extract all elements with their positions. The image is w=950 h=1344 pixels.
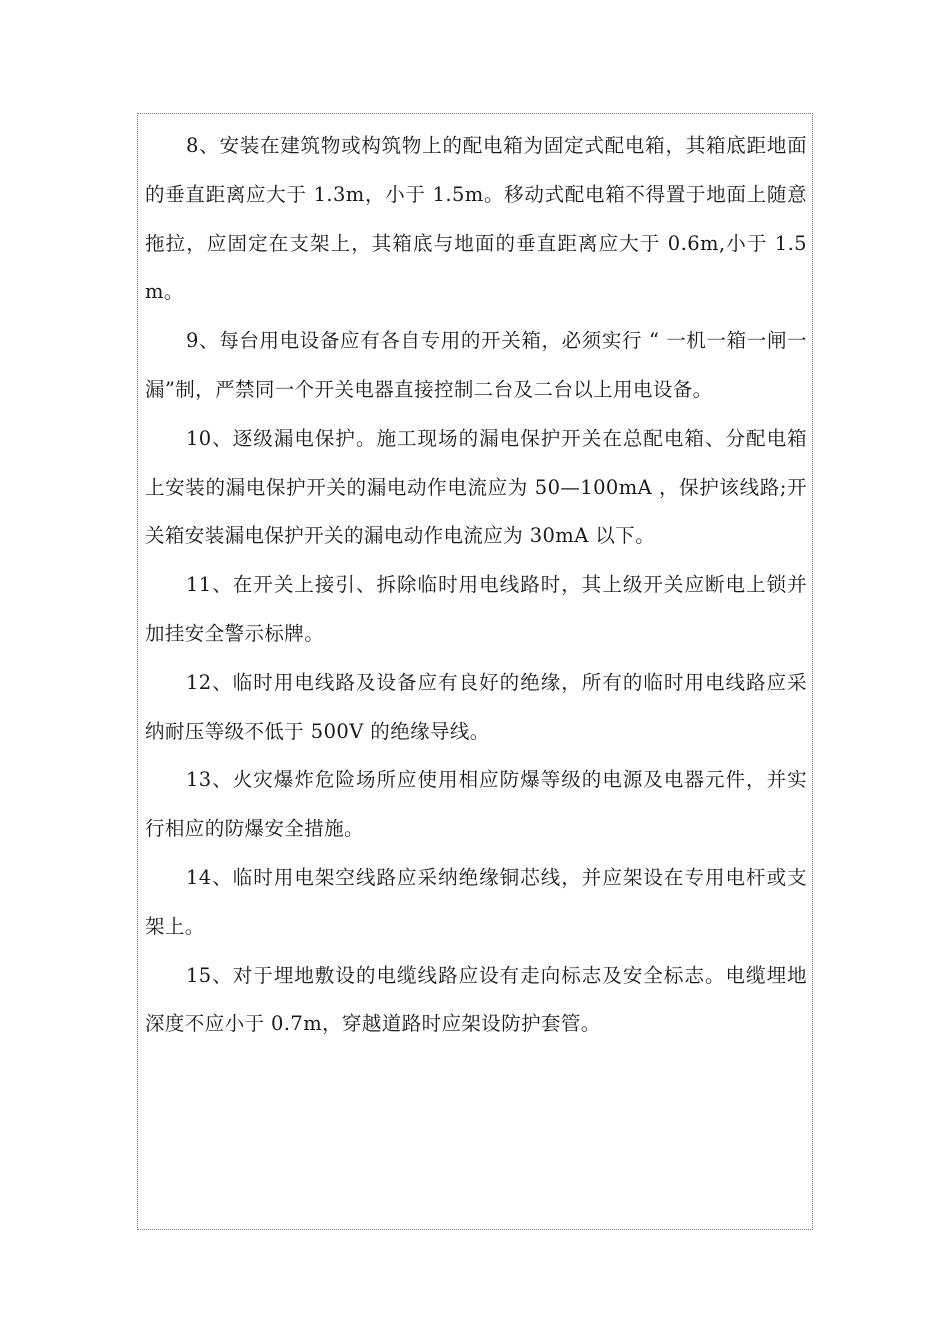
paragraph-item-9: 9、每台用电设备应有各自专用的开关箱，必须实行 “ 一机一箱一闸一漏”制，严禁同一个开关电器直接控制二台及二台以上用电设备。 [145, 329, 807, 401]
paragraph-item-11: 11、在开关上接引、拆除临时用电线路时，其上级开关应断电上锁并加挂安全警示标牌。 [145, 573, 807, 645]
document-body [145, 122, 807, 1049]
paragraph-item-8: 8、安装在建筑物或构筑物上的配电箱为固定式配电箱，其箱底距地面的垂直距离应大于 1.3m，小于 1.5m。移动式配电箱不得置于地面上随意拖拉，应固定在支架上，其箱底与地面的垂直距离应大于 0.6m,小于 1.5m。 [145, 134, 807, 304]
paragraph-item-12: 12、临时用电线路及设备应有良好的绝缘，所有的临时用电线路应采纳耐压等级不低于 500V 的绝缘导线。 [145, 670, 807, 743]
paragraph-item-14: 14、临时用电架空线路应采纳绝缘铜芯线，并应架设在专用电杆或支架上。 [145, 865, 807, 938]
paragraph-item-10: 10、逐级漏电保护。施工现场的漏电保护开关在总配电箱、分配电箱上安装的漏电保护开关的漏电动作电流应为 50—100mA ，保护该线路;开关箱安装漏电保护开关的漏电动作电流应为 30mA 以下。 [145, 426, 807, 548]
paragraph-item-15: 15、对于埋地敷设的电缆线路应设有走向标志及安全标志。电缆埋地深度不应小于 0.7m，穿越道路时应架设防护套管。 [145, 963, 807, 1036]
paragraph-item-13: 13、火灾爆炸危险场所应使用相应防爆等级的电源及电器元件，并实行相应的防爆安全措施。 [145, 768, 807, 841]
